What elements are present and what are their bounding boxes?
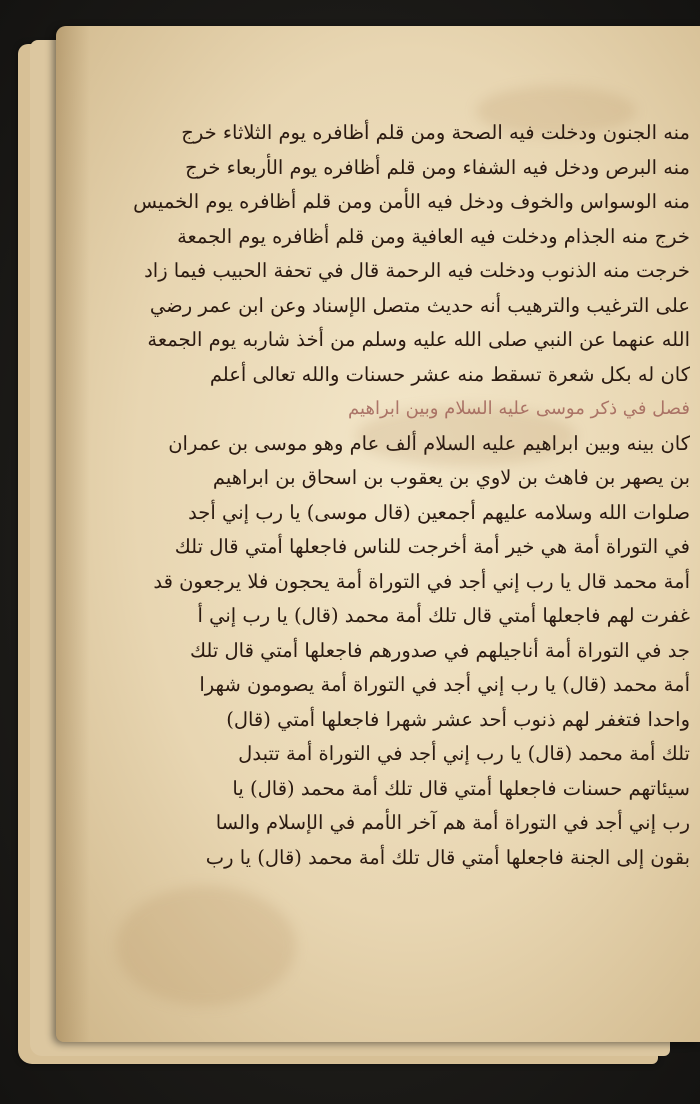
text-line: بقون إلى الجنة فاجعلها أمتي قال تلك أمة محمد (قال) يا رب (205, 845, 690, 869)
text-line: بن يصهر بن فاهث بن لاوي بن يعقوب بن اسحاق بن ابراهيم (212, 466, 690, 489)
text-line: في التوراة أمة هي خير أمة أخرجت للناس فاجعلها أمتي قال تلك (174, 535, 690, 558)
text-line: كان له بكل شعرة تسقط منه عشر حسنات والله تعالى أعلم (209, 362, 690, 386)
section-heading: فصل في ذكر موسى عليه السلام وبين ابراهيم (348, 398, 690, 419)
text-line: جد في التوراة أمة أناجيلهم في صدورهم فاجعلها أمتي قال تلك (189, 638, 690, 662)
text-line: الله عنهما عن النبي صلى الله عليه وسلم من أخذ شاربه يوم الجمعة (147, 328, 690, 351)
text-line: أمة محمد (قال) يا رب إني أجد في التوراة أمة يصومون شهرا (199, 673, 690, 696)
text-line: منه الوسواس والخوف ودخل فيه الأمن ومن قلم أظافره يوم الخميس (133, 190, 690, 213)
manuscript-text (100, 116, 690, 875)
text-line: خرج منه الجذام ودخلت فيه العافية ومن قلم أظافره يوم الجمعة (177, 224, 690, 248)
text-line: رب إني أجد في التوراة أمة هم آخر الأمم في الإسلام والسا (215, 811, 690, 834)
text-line: منه البرص ودخل فيه الشفاء ومن قلم أظافره يوم الأربعاء خرج (185, 155, 690, 179)
text-line: على الترغيب والترهيب أنه حديث متصل الإسناد وعن ابن عمر رضي (149, 293, 690, 317)
text-line: غفرت لهم فاجعلها أمتي قال تلك أمة محمد (قال) يا رب إني أ (197, 604, 690, 627)
text-line: سيئاتهم حسنات فاجعلها أمتي قال تلك أمة محمد (قال) يا (232, 776, 690, 800)
text-line: واحدا فتغفر لهم ذنوب أحد عشر شهرا فاجعلها أمتي (قال) (226, 707, 690, 731)
text-line: منه الجنون ودخلت فيه الصحة ومن قلم أظافره يوم الثلاثاء خرج (181, 121, 690, 144)
text-line: خرجت منه الذنوب ودخلت فيه الرحمة قال في تحفة الحبيب فيما زاد (144, 259, 690, 282)
text-line: صلوات الله وسلامه عليهم أجمعين (قال موسى) يا رب إني أجد (188, 500, 690, 524)
text-line: أمة محمد قال يا رب إني أجد في التوراة أمة يحجون فلا يرجعون قد (153, 569, 690, 593)
paper-stain (116, 886, 296, 1006)
text-line: تلك أمة محمد (قال) يا رب إني أجد في التوراة أمة تتبدل (238, 742, 690, 765)
text-line: كان بينه وبين ابراهيم عليه السلام ألف عام وهو موسى بن عمران (168, 431, 690, 455)
